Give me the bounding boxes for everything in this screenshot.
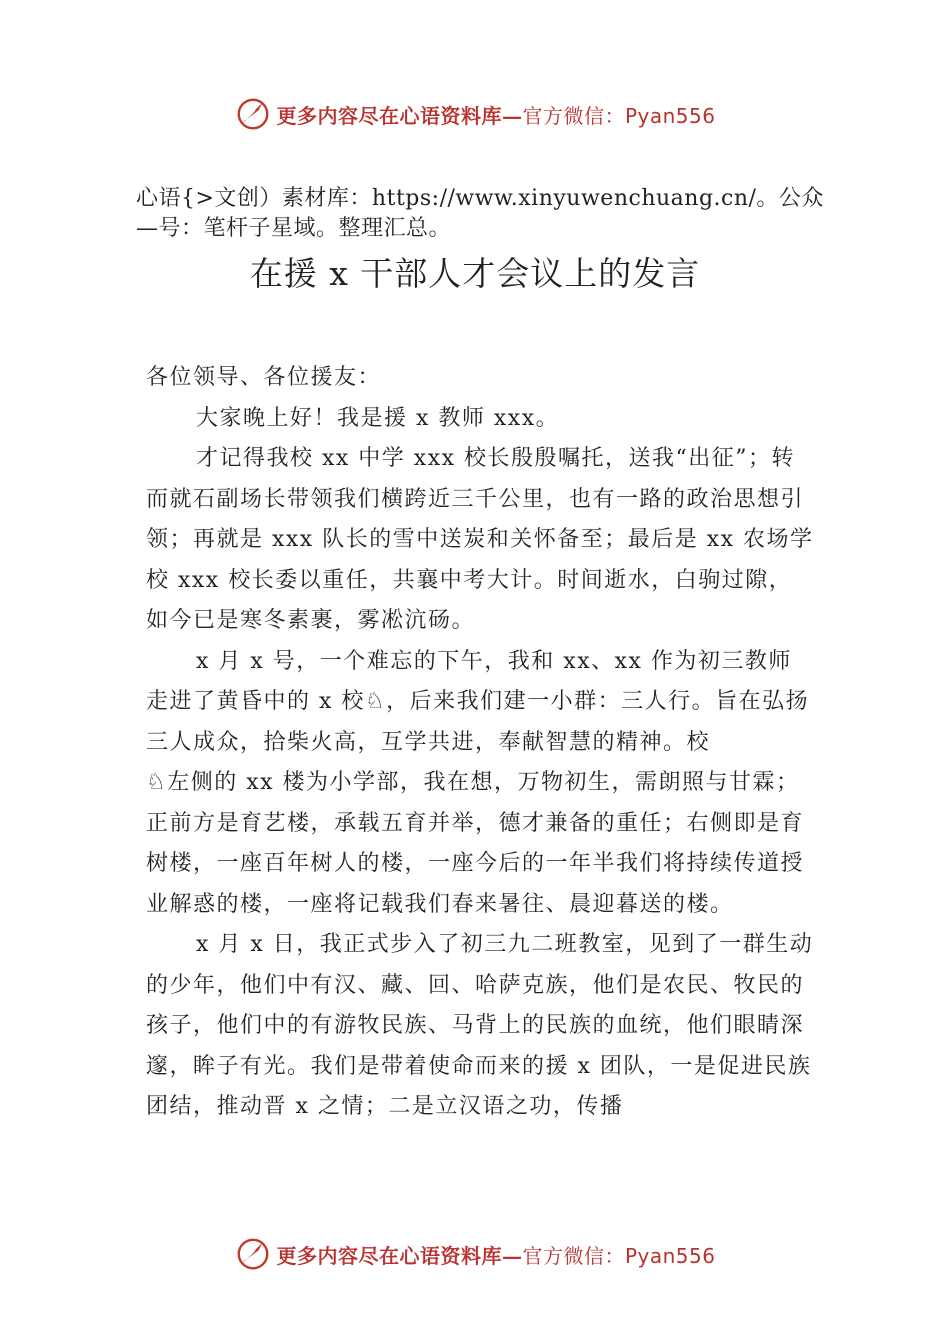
banner-text: 更多内容尽在心语资料库—官方微信：Pyan556 [276,1243,716,1268]
paragraph: x 月 x 日，我正式步入了初三九二班教室，见到了一群生动的少年，他们中有汉、藏、回、哈萨克族，他们是农民、牧民的孩子，他们中的有游牧民族、马背上的民族的血统，他们眼睛深邃，眸子有光。我们是带着使命而来的援 x 团队，一是促进民族团结，推动晋 x 之情；二是立汉语之功，传播 [146,932,814,1119]
document-body [146,358,814,1128]
footer-banner [0,1232,950,1276]
banner-text: 更多内容尽在心语资料库—官方微信：Pyan556 [276,103,716,128]
header-banner [0,92,950,136]
page-title: 在援 x 干部人才会议上的发言 [249,254,701,293]
quill-logo-icon [234,1235,272,1273]
paragraph: x 月 x 号，一个难忘的下午，我和 xx、xx 作为初三教师 走进了黄昏中的 x 校♘，后来我们建一小群：三人行。旨在弘扬三人成众，拾柴火高，互学共进，奉献智慧的精神。校 [146,648,810,755]
banner-wechat: 官方微信：Pyan556 [522,103,716,128]
paragraph: 大家晚上好！我是援 x 教师 xxx。 [196,405,560,431]
paragraph: ♘左侧的 xx 楼为小学部，我在想，万物初生，需朗照与甘霖；正前方是育艺楼，承载五育并举，德才兼备的重任；右侧即是育树楼，一座百年树人的楼，一座今后的一年半我们将持续传道授业解惑的楼，一座将记载我们春来暑往、晨迎暮送的楼。 [146,770,805,917]
banner-wechat: 官方微信：Pyan556 [522,1243,716,1268]
paragraph: 才记得我校 xx 中学 xxx 校长殷殷嘱托，送我“出征”；转而就石副场长带领我们横跨近三千公里，也有一路的政治思想引领；再就是 xxx 队长的雪中送炭和关怀备至；最后是 xx 农场学校 xxx 校长委以重任，共襄中考大计。时间逝水，白驹过隙，如今已是寒冬素裹，雾凇沆砀。 [146,446,814,633]
paragraph: 各位领导、各位援友： [146,365,382,390]
source-line: 心语{>文创）素材库：https://www.xinyuwenchuang.cn/。公众—号：笔杆子星域。整理汇总。 [136,186,824,241]
quill-logo-icon [234,95,272,133]
